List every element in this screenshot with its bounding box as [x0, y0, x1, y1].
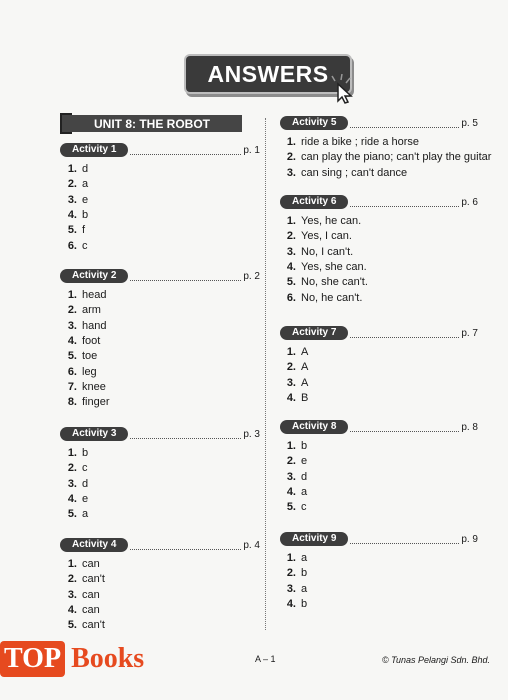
answer-number: 5. [67, 350, 77, 363]
answer-number: 2. [286, 151, 296, 164]
answer-number: 3. [67, 477, 77, 490]
answer-item [63, 381, 106, 393]
answer-number: 2. [67, 462, 77, 475]
answer-item [63, 335, 100, 347]
answer-item [63, 209, 88, 221]
dotted-leader [350, 535, 459, 544]
dotted-leader [350, 198, 459, 207]
answer-text: e [82, 193, 89, 206]
answer-number: 1. [286, 440, 296, 452]
answer-item [282, 501, 307, 513]
answer-item [282, 151, 491, 163]
answer-text: b [301, 440, 308, 452]
answer-number: 4. [286, 485, 296, 498]
answer-number: 2. [286, 455, 296, 468]
answer-number: 3. [286, 582, 296, 595]
answer-number: 4. [286, 391, 296, 404]
answer-item [63, 396, 110, 408]
answer-number: 8. [67, 396, 77, 409]
answer-number: 5. [67, 224, 77, 237]
answer-item [63, 178, 88, 190]
answer-text: Yes, she can. [301, 260, 367, 273]
answer-item [282, 167, 407, 179]
answer-number: 1. [286, 346, 296, 358]
answer-text: A [301, 361, 309, 374]
answer-item [63, 304, 101, 316]
answer-number: 1. [286, 136, 296, 148]
answer-number: 1. [67, 289, 77, 301]
answer-number: 3. [286, 166, 296, 179]
answer-item [63, 320, 106, 332]
answer-number: 5. [67, 619, 77, 632]
activity-page: p. 4 [243, 539, 260, 551]
answer-number: 2. [67, 573, 77, 586]
answer-item [63, 240, 88, 252]
activity-header [60, 269, 260, 283]
logo-books: Books [71, 643, 145, 674]
answer-item [63, 194, 88, 206]
answer-item [63, 573, 105, 585]
answer-text: d [82, 163, 89, 175]
answer-item [63, 604, 100, 616]
answers-banner [186, 56, 350, 92]
answer-number: 1. [286, 215, 296, 227]
answer-text: d [82, 477, 89, 490]
answer-text: can't [82, 619, 105, 632]
answer-text: b [82, 208, 89, 221]
answer-text: finger [82, 396, 110, 409]
answer-item [63, 478, 88, 490]
answer-number: 3. [67, 319, 77, 332]
answer-item [282, 136, 419, 148]
answer-text: a [301, 552, 308, 564]
answer-text: can [82, 588, 100, 601]
unit-title [62, 115, 242, 132]
answer-item [63, 619, 105, 631]
answer-number: 5. [67, 508, 77, 521]
activity-header [60, 427, 260, 441]
answer-text: toe [82, 350, 98, 363]
answer-number: 3. [286, 245, 296, 258]
answer-number: 2. [286, 361, 296, 374]
activity-header [280, 116, 478, 130]
answer-text: e [301, 455, 308, 468]
answer-item [63, 447, 88, 459]
answer-number: 1. [67, 163, 77, 175]
answer-text: head [82, 289, 107, 301]
page-number: A – 1 [255, 654, 276, 664]
answer-text: b [301, 567, 308, 580]
answer-item [282, 230, 352, 242]
answer-text: can [82, 558, 100, 570]
answer-number: 2. [286, 567, 296, 580]
answer-number: 6. [286, 291, 296, 304]
answer-number: 1. [286, 552, 296, 564]
answer-item [282, 246, 353, 258]
activity-header [280, 420, 478, 434]
answer-number: 4. [67, 603, 77, 616]
answer-text: c [301, 501, 307, 514]
activity-label: Activity 6 [280, 195, 348, 209]
answer-item [282, 377, 308, 389]
answer-item [282, 471, 307, 483]
activity-page: p. 1 [243, 144, 260, 156]
answer-item [282, 440, 307, 452]
activity-header [280, 326, 478, 340]
answer-item [282, 486, 307, 498]
activity-page: p. 2 [243, 270, 260, 282]
column-divider [265, 118, 266, 630]
answer-text: c [82, 462, 88, 475]
banner-title: ANSWERS [207, 60, 329, 87]
answer-text: leg [82, 365, 97, 378]
answer-text: Yes, he can. [301, 215, 362, 227]
activity-label: Activity 7 [280, 326, 348, 340]
answer-item [282, 261, 367, 273]
answer-number: 4. [67, 208, 77, 221]
activity-label: Activity 8 [280, 420, 348, 434]
answer-item [282, 455, 307, 467]
unit-title-text: UNIT 8: THE ROBOT [94, 116, 210, 131]
activity-page: p. 7 [461, 327, 478, 339]
answer-item [282, 598, 307, 610]
answer-number: 7. [67, 380, 77, 393]
answer-text: A [301, 376, 309, 389]
answer-text: e [82, 492, 89, 505]
answer-number: 4. [286, 597, 296, 610]
dotted-leader [130, 430, 241, 439]
cursor-icon [328, 74, 356, 104]
answer-number: 2. [67, 304, 77, 317]
activity-header [280, 195, 478, 209]
answer-item [63, 462, 88, 474]
dotted-leader [130, 272, 241, 281]
answer-text: d [301, 470, 308, 483]
answer-number: 3. [67, 193, 77, 206]
answer-number: 1. [67, 447, 77, 459]
answer-number: 5. [286, 501, 296, 514]
answer-text: a [301, 485, 308, 498]
answer-number: 4. [67, 492, 77, 505]
activity-label: Activity 9 [280, 532, 348, 546]
answer-text: c [82, 239, 88, 252]
answer-number: 6. [67, 239, 77, 252]
answer-item [282, 392, 308, 404]
activity-header [280, 532, 478, 546]
activity-page: p. 5 [461, 117, 478, 129]
activity-page: p. 3 [243, 428, 260, 440]
answer-text: foot [82, 334, 101, 347]
answer-text: b [301, 597, 308, 610]
answer-number: 3. [286, 470, 296, 483]
answer-number: 4. [286, 260, 296, 273]
answer-item [63, 224, 85, 236]
answer-number: 2. [67, 178, 77, 191]
dotted-leader [130, 146, 241, 155]
answer-item [63, 589, 100, 601]
answer-number: 6. [67, 365, 77, 378]
activity-page: p. 9 [461, 533, 478, 545]
answer-item [63, 163, 88, 175]
activity-label: Activity 3 [60, 427, 128, 441]
activity-label: Activity 1 [60, 143, 128, 157]
answer-text: No, I can't. [301, 245, 354, 258]
copyright: © Tunas Pelangi Sdn. Bhd. [382, 655, 491, 665]
answer-item [63, 366, 97, 378]
answer-number: 1. [67, 558, 77, 570]
answer-text: A [301, 346, 309, 358]
activity-header [60, 538, 260, 552]
dotted-leader [130, 541, 241, 550]
answer-item [63, 558, 100, 570]
answer-item [282, 583, 307, 595]
answer-text: can sing ; can't dance [301, 166, 408, 179]
answer-item [282, 361, 308, 373]
answer-number: 4. [67, 334, 77, 347]
answer-number: 2. [286, 230, 296, 243]
answer-item [63, 350, 97, 362]
logo-top: TOP [0, 641, 65, 677]
dotted-leader [350, 423, 459, 432]
answer-text: ride a bike ; ride a horse [301, 136, 420, 148]
answer-item [63, 289, 106, 301]
topbooks-logo [0, 638, 190, 680]
answer-number: 3. [67, 588, 77, 601]
answer-number: 5. [286, 276, 296, 289]
answer-text: No, she can't. [301, 276, 368, 289]
activity-page: p. 6 [461, 196, 478, 208]
activity-page: p. 8 [461, 421, 478, 433]
answer-text: a [82, 178, 89, 191]
answer-text: knee [82, 380, 106, 393]
answer-text: No, he can't. [301, 291, 363, 304]
answer-text: a [301, 582, 308, 595]
answer-item [282, 276, 368, 288]
activity-label: Activity 2 [60, 269, 128, 283]
activity-label: Activity 4 [60, 538, 128, 552]
answer-item [282, 346, 308, 358]
activity-label: Activity 5 [280, 116, 348, 130]
answer-text: Yes, I can. [301, 230, 352, 243]
answer-item [282, 552, 307, 564]
answer-text: can play the piano; can't play the guitar [301, 151, 492, 164]
answer-text: can't [82, 573, 105, 586]
answer-number: 3. [286, 376, 296, 389]
activity-header [60, 143, 260, 157]
answer-text: B [301, 391, 309, 404]
answer-item [282, 215, 361, 227]
answer-text: can [82, 603, 100, 616]
dotted-leader [350, 329, 459, 338]
answer-item [63, 493, 88, 505]
answer-text: arm [82, 304, 101, 317]
answer-text: b [82, 447, 89, 459]
answer-item [282, 292, 362, 304]
answer-item [63, 508, 88, 520]
answer-text: f [82, 224, 86, 237]
answer-item [282, 567, 307, 579]
dotted-leader [350, 119, 459, 128]
answer-text: a [82, 508, 89, 521]
answer-text: hand [82, 319, 107, 332]
